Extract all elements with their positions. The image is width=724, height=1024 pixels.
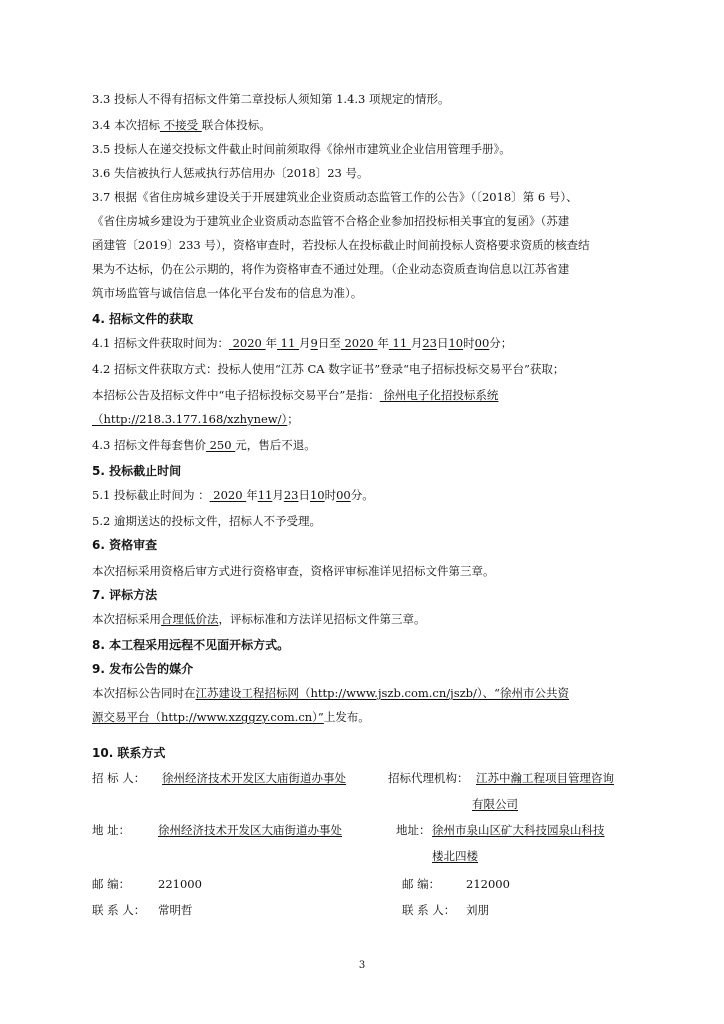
clause-4-2-line-3: （http://218.3.177.168/xzhynew/）； <box>92 412 299 426</box>
price-value: 250 <box>205 438 236 452</box>
media-list-2: 源交易平台（http://www.xzggzy.com.cn）” <box>92 710 324 724</box>
section-9-line-2: 源交易平台（http://www.xzggzy.com.cn）”上发布。 <box>92 710 370 724</box>
section-7-heading: 7. 评标方法 <box>92 588 158 602</box>
section-4-heading: 4. 招标文件的获取 <box>92 312 194 326</box>
agent-value-line-1: 江苏中瀚工程项目管理咨询 <box>476 771 614 785</box>
platform-name: 徐州电子化招投标系统 <box>379 388 499 402</box>
clause-4-2-line-1: 4.2 招标文件获取方式：投标人使用“江苏 CA 数字证书”登录“电子招标投标交易平台”获取； <box>92 362 565 376</box>
clause-3-7-line-5: 筑市场监管与诚信信息一体化平台发布的信息为准）。 <box>92 286 363 300</box>
section-7-body: 本次招标采用合理低价法，评标标准和方法详见招标文件第三章。 <box>92 612 426 626</box>
address-value-left: 徐州经济技术开发区大庙街道办事处 <box>158 823 342 837</box>
contact-value-left: 常明哲 <box>158 903 193 917</box>
clause-3-3: 3.3 投标人不得有招标文件第二章投标人须知第 1.4.3 项规定的情形。 <box>92 92 450 106</box>
clause-3-7-line-1: 3.7 根据《省住房城乡建设关于开展建筑业企业资质动态监管工作的公告》（〔2018〕第 6 号）、 <box>92 190 578 204</box>
clause-3-7-line-4: 果为不达标，仍在公示期的，将作为资格审查不通过处理。（企业动态资质查询信息以江苏省建 <box>92 262 570 276</box>
agent-label: 招标代理机构： <box>388 771 469 785</box>
section-6-heading: 6. 资格审查 <box>92 538 158 552</box>
clause-3-5: 3.5 投标人在递交投标文件截止时间前须取得《徐州市建筑业企业信用管理手册》。 <box>92 142 511 156</box>
postcode-value-right: 212000 <box>466 877 510 891</box>
platform-url: （http://218.3.177.168/xzhynew/） <box>92 412 288 426</box>
tenderer-value: 徐州经济技术开发区大庙街道办事处 <box>162 771 346 785</box>
postcode-label-right: 邮 编： <box>402 877 441 891</box>
contact-label-right: 联 系 人： <box>402 903 456 917</box>
clause-5-1: 5.1 投标截止时间为 ： 2020 年11月23日10时00分。 <box>92 488 374 502</box>
contact-label-left: 联 系 人： <box>92 903 146 917</box>
clause-3-4: 3.4 本次招标 不接受 联合体投标。 <box>92 118 271 132</box>
clause-4-1: 4.1 招标文件获取时间为： 2020 年 11 月9日至 2020 年 11 月23日10时00分； <box>92 336 513 350</box>
clause-3-6: 3.6 失信被执行人惩戒执行苏信用办〔2018〕23 号。 <box>92 166 369 180</box>
address-label-right: 地址： <box>396 823 431 837</box>
joint-bid-value: 不接受 <box>159 118 202 132</box>
clause-3-7-line-2: 《省住房城乡建设为于建筑业企业资质动态监管不合格企业参加招投标相关事宜的复函》（苏建 <box>92 214 570 228</box>
media-list-1: 江苏建设工程招标网（http://www.jszb.com.cn/jszb/）、“徐州市公共资 <box>195 686 570 700</box>
section-8-heading: 8. 本工程采用远程不见面开标方式。 <box>92 638 290 652</box>
postcode-value-left: 221000 <box>158 877 202 891</box>
agent-value-line-2: 有限公司 <box>472 797 518 811</box>
address-value-right-line-1: 徐州市泉山区矿大科技园泉山科技 <box>432 823 605 837</box>
clause-5-2: 5.2 逾期送达的投标文件，招标人不予受理。 <box>92 514 321 528</box>
section-6-body: 本次招标采用资格后审方式进行资格审查，资格评审标准详见招标文件第三章。 <box>92 564 495 578</box>
clause-4-2-line-2: 本招标公告及招标文件中“电子招标投标交易平台”是指： 徐州电子化招投标系统 <box>92 388 499 402</box>
tenderer-label: 招 标 人： <box>92 771 146 785</box>
evaluation-method: 合理低价法 <box>161 612 219 626</box>
section-9-heading: 9. 发布公告的媒介 <box>92 662 194 676</box>
section-5-heading: 5. 投标截止时间 <box>92 464 182 478</box>
section-10-heading: 10. 联系方式 <box>92 746 166 760</box>
clause-4-3: 4.3 招标文件每套售价 250 元，售后不退。 <box>92 438 316 452</box>
clause-3-7-line-3: 函建管〔2019〕233 号），资格审查时，若投标人在投标截止时间前投标人资格要求资质的核查结 <box>92 238 590 252</box>
postcode-label-left: 邮 编： <box>92 877 131 891</box>
page-number: 3 <box>358 960 366 971</box>
address-value-right-line-2: 楼北四楼 <box>432 849 478 863</box>
section-9-line-1: 本次招标公告同时在江苏建设工程招标网（http://www.jszb.com.cn/jszb/）、“徐州市公共资 <box>92 686 570 700</box>
address-label-left: 地 址： <box>92 823 131 837</box>
contact-value-right: 刘朋 <box>466 903 489 917</box>
